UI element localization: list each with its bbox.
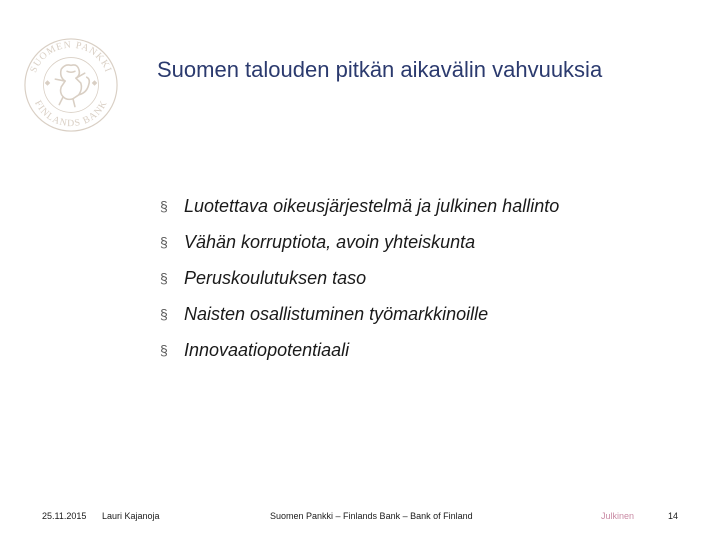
footer-organization: Suomen Pankki – Finlands Bank – Bank of Finland bbox=[270, 511, 473, 521]
bullet-text: Peruskoulutuksen taso bbox=[184, 267, 367, 288]
svg-text:FINLANDS BANK bbox=[32, 99, 110, 130]
logo-bottom-text: FINLANDS BANK bbox=[32, 98, 110, 130]
bullet-item bbox=[160, 188, 559, 224]
bullet-text: Vähän korruptiota, avoin yhteiskunta bbox=[184, 231, 476, 252]
footer-date: 25.11.2015 bbox=[42, 511, 87, 521]
lion-icon bbox=[55, 65, 89, 107]
logo-top-text: SUOMEN PANKKI bbox=[28, 39, 114, 75]
bullet-text: Luotettava oikeusjärjestelmä ja julkinen hallinto bbox=[184, 195, 560, 216]
bullet-marker-icon: § bbox=[160, 198, 168, 214]
slide-title: Suomen talouden pitkän aikavälin vahvuuksia bbox=[157, 57, 603, 82]
footer-author: Lauri Kajanoja bbox=[102, 511, 160, 521]
bullet-item bbox=[160, 224, 559, 260]
bullet-item bbox=[160, 296, 559, 332]
svg-text:SUOMEN PANKKI bbox=[28, 40, 114, 75]
bullet-text: Innovaatiopotentiaali bbox=[184, 339, 350, 360]
footer-classification: Julkinen bbox=[601, 511, 635, 521]
bullet-item bbox=[160, 332, 559, 368]
page-number: 14 bbox=[668, 511, 679, 521]
bullet-marker-icon: § bbox=[160, 270, 168, 286]
bullet-marker-icon: § bbox=[160, 306, 168, 322]
bullet-list bbox=[160, 188, 559, 368]
bullet-text: Naisten osallistuminen työmarkkinoille bbox=[184, 303, 489, 324]
bank-logo-icon bbox=[22, 36, 120, 134]
bullet-item bbox=[160, 260, 559, 296]
bullet-marker-icon: § bbox=[160, 342, 168, 358]
bullet-marker-icon: § bbox=[160, 234, 168, 250]
